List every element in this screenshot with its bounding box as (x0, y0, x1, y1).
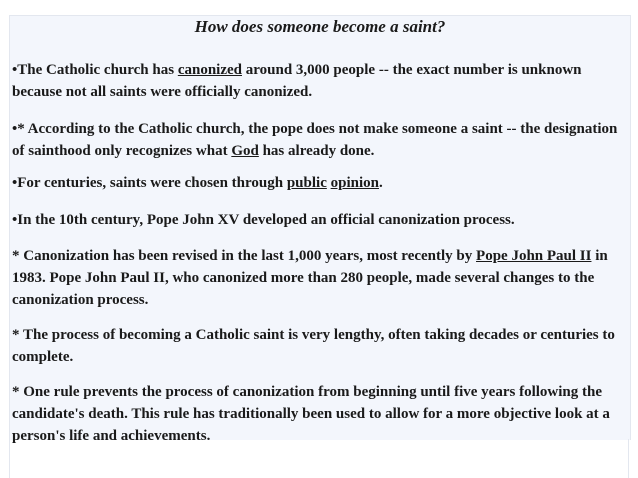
paragraph-text: has already done. (258, 143, 375, 159)
paragraph (12, 381, 630, 447)
paragraph-text: •* According to the Catholic church, the pope does not make someone a saint -- the designation of sainthood only recognizes what (12, 121, 618, 159)
paragraph (12, 324, 630, 368)
page-title: How does someone become a saint? (194, 17, 446, 36)
paragraph-text: •In the 10th century, Pope John XV developed an official canonization process. (12, 212, 515, 228)
paragraph (12, 245, 630, 311)
inline-link[interactable]: God (231, 143, 259, 159)
inline-link[interactable]: Pope John Paul II (476, 248, 592, 264)
paragraph-text: around 3,000 people -- the exact number is unknown because not all saints were officially canonized. (12, 62, 582, 100)
paragraph-text: * The process of becoming a Catholic saint is very lengthy, often taking decades or centuries to complete. (12, 327, 615, 365)
paragraph (12, 209, 630, 231)
paragraph-text: * Canonization has been revised in the last 1,000 years, most recently by (12, 248, 477, 264)
paragraph-text: * One rule prevents the process of canonization from beginning until five years following the candidate's death. This rule has traditionally been used to allow for a more objective look at a person's life and achievements. (12, 384, 610, 444)
paragraph-text: . (378, 175, 383, 191)
paragraph-text: •The Catholic church has (12, 62, 178, 78)
inline-link[interactable]: opinion (330, 175, 379, 191)
paragraph (12, 59, 630, 103)
paragraph-text: in 1983. Pope John Paul II, who canonized more than 280 people, made several changes to the canonization process. (12, 248, 608, 308)
inline-link[interactable]: canonized (177, 62, 242, 78)
paragraph (12, 118, 630, 162)
paragraph-text: •For centuries, saints were chosen through (12, 175, 287, 191)
inline-link[interactable]: public (286, 175, 327, 191)
paragraph (12, 172, 630, 194)
